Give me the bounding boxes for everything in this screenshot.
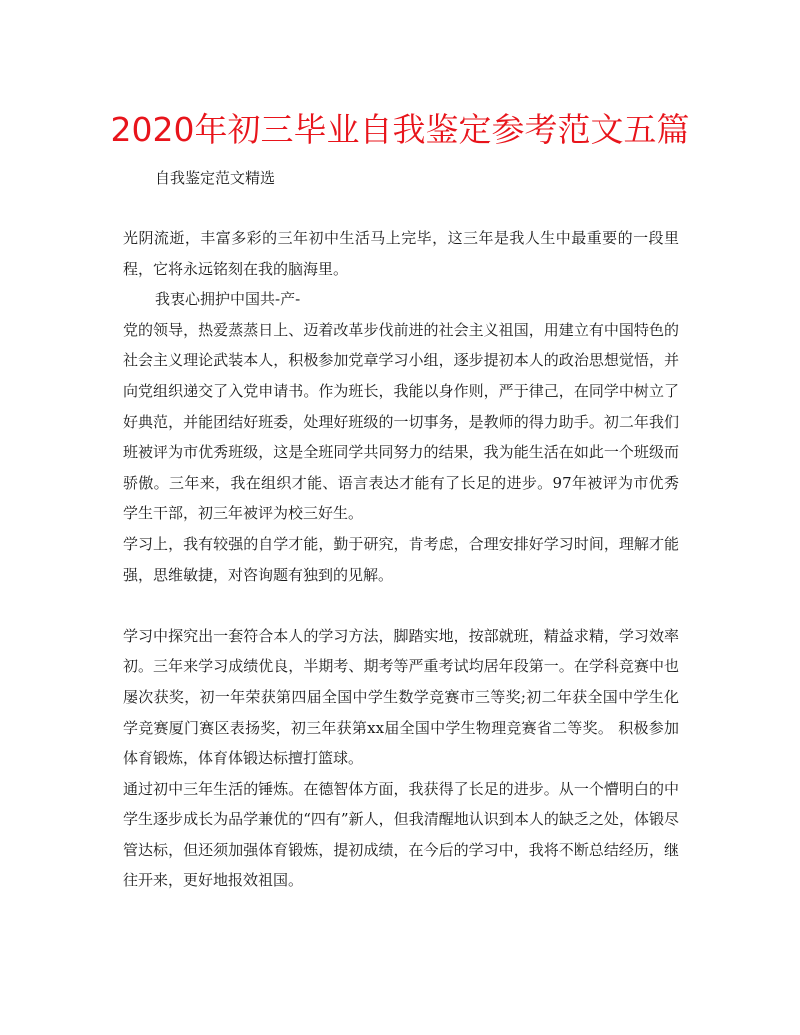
paragraph-study: 学习上，我有较强的自学才能，勤于研究，肯考虑，合理安排好学习时间，理解才能强，思维敏捷，对咨询题有独到的见解。 [123, 534, 679, 584]
document-title: 2020年初三毕业自我鉴定参考范文五篇 [110, 110, 690, 149]
paragraph-party: 党的领导，热爱蒸蒸日上、迈着改革步伐前进的社会主义祖国，用建立有中国特色的社会主义理论武装本人，积极参加党章学习小组，逐步提初本人的政治思想觉悟，并向党组织递交了入党申请书。作为班长，我能以身作则，严于律己，在同学中树立了好典范，并能团结好班委，处理好班级的一切事务，是教师的得力助手。初二年我们班被评为市优秀班级，这是全班同学共同努力的结果，我为能生活在如此一个班级而骄傲。三年来，我在组织才能、语言表达才能有了长足的进步。97年被评为市优秀学生干部，初三年被评为校三好生。 [123, 320, 679, 523]
paragraph-support: 我衷心拥护中国共-产- [155, 290, 301, 309]
document-body [123, 223, 679, 896]
paragraph-spacer [123, 590, 679, 621]
paragraph-method: 学习中探究出一套符合本人的学习方法，脚踏实地，按部就班，精益求精，学习效率初。三年来学习成绩优良，半期考、期考等严重考试均居年段第一。在学科竞赛中也屡次获奖，初一年荣获第四届全国中学生数学竞赛市三等奖;初二年获全国中学生化学竞赛厦门赛区表扬奖，初三年获第xx届全国中学生物理竞赛省二等奖。 积极参加体育锻炼，体育体锻达标擅打篮球。 [123, 626, 679, 768]
document-subtitle: 自我鉴定范文精选 [155, 169, 276, 187]
paragraph-intro: 光阴流逝，丰富多彩的三年初中生活马上完毕，这三年是我人生中最重要的一段里程，它将永远铭刻在我的脑海里。 [123, 229, 679, 278]
paragraph-conclusion: 通过初中三年生活的锤炼。在德智体方面，我获得了长足的进步。从一个懵明白的中学生逐步成长为品学兼优的“四有”新人，但我清醒地认识到本人的缺乏之处，体锻尽管达标，但还须加强体育锻炼，提初成绩，在今后的学习中，我将不断总结经历，继往开来，更好地报效祖国。 [123, 779, 679, 890]
